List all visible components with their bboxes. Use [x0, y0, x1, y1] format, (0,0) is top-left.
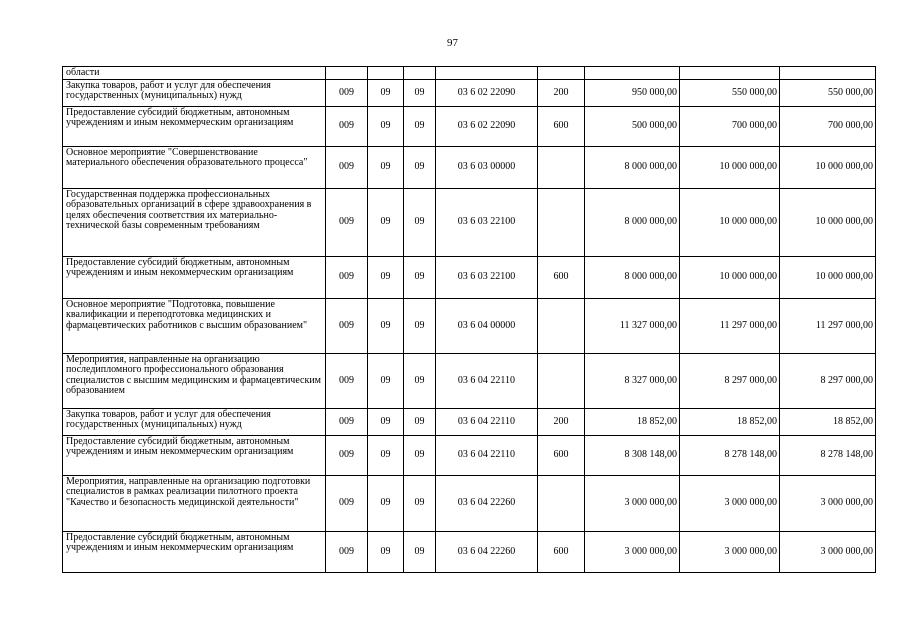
cell-target-article: 03 6 03 22100 — [436, 257, 538, 299]
cell-subsection: 09 — [404, 257, 436, 299]
cell-sum-3: 10 000 000,00 — [780, 257, 876, 299]
table-row — [63, 80, 876, 107]
cell-sum-3: 700 000,00 — [780, 107, 876, 147]
cell-name: Мероприятия, направленные на организацию последипломного профессионального образования специалистов с высшим медицинским и фармацевтическим образованием — [63, 354, 326, 409]
cell-expense-type: 600 — [538, 257, 585, 299]
table-row — [63, 147, 876, 189]
cell-ministry: 009 — [326, 189, 368, 257]
cell-subsection: 09 — [404, 476, 436, 532]
cell-sum-2: 8 297 000,00 — [680, 354, 780, 409]
cell-section: 09 — [368, 436, 404, 476]
table-row — [63, 189, 876, 257]
cell-sum-2: 10 000 000,00 — [680, 257, 780, 299]
cell-ministry: 009 — [326, 532, 368, 573]
cell-sum-1: 3 000 000,00 — [585, 532, 680, 573]
cell-target-article: 03 6 03 22100 — [436, 189, 538, 257]
cell-section: 09 — [368, 476, 404, 532]
cell-target-article: 03 6 02 22090 — [436, 107, 538, 147]
cell-sum-2: 11 297 000,00 — [680, 299, 780, 354]
cell-ministry: 009 — [326, 299, 368, 354]
cell-target-article: 03 6 04 22260 — [436, 476, 538, 532]
cell-target-article: 03 6 04 22110 — [436, 436, 538, 476]
cell-section — [368, 67, 404, 80]
cell-subsection: 09 — [404, 532, 436, 573]
cell-name: Закупка товаров, работ и услуг для обеспечения государственных (муниципальных) нужд — [63, 80, 326, 107]
cell-sum-3: 8 297 000,00 — [780, 354, 876, 409]
cell-ministry: 009 — [326, 147, 368, 189]
cell-expense-type: 600 — [538, 436, 585, 476]
cell-expense-type — [538, 189, 585, 257]
cell-target-article: 03 6 04 22260 — [436, 532, 538, 573]
table-row — [63, 67, 876, 80]
cell-sum-2: 10 000 000,00 — [680, 189, 780, 257]
cell-subsection: 09 — [404, 409, 436, 436]
cell-section: 09 — [368, 107, 404, 147]
cell-sum-1: 8 308 148,00 — [585, 436, 680, 476]
cell-expense-type: 600 — [538, 107, 585, 147]
cell-sum-2: 3 000 000,00 — [680, 532, 780, 573]
cell-sum-3: 18 852,00 — [780, 409, 876, 436]
cell-name: Государственная поддержка профессиональных образовательных организаций в сфере здравоохранения в целях обеспечения соответствия их материально-технической базы современным требованиям — [63, 189, 326, 257]
cell-expense-type — [538, 67, 585, 80]
cell-sum-2: 8 278 148,00 — [680, 436, 780, 476]
cell-target-article: 03 6 04 00000 — [436, 299, 538, 354]
cell-section: 09 — [368, 354, 404, 409]
cell-subsection: 09 — [404, 147, 436, 189]
cell-ministry: 009 — [326, 257, 368, 299]
cell-sum-2 — [680, 67, 780, 80]
cell-ministry: 009 — [326, 436, 368, 476]
cell-name: Основное мероприятие "Подготовка, повышение квалификации и переподготовка медицинских и фармацевтических работников с высшим образованием" — [63, 299, 326, 354]
cell-ministry: 009 — [326, 354, 368, 409]
cell-sum-2: 18 852,00 — [680, 409, 780, 436]
table-row — [63, 409, 876, 436]
cell-expense-type: 200 — [538, 409, 585, 436]
table-row — [63, 532, 876, 573]
cell-section: 09 — [368, 409, 404, 436]
cell-target-article: 03 6 03 00000 — [436, 147, 538, 189]
cell-sum-3: 11 297 000,00 — [780, 299, 876, 354]
cell-section: 09 — [368, 532, 404, 573]
cell-ministry — [326, 67, 368, 80]
cell-subsection: 09 — [404, 189, 436, 257]
cell-sum-2: 3 000 000,00 — [680, 476, 780, 532]
cell-ministry: 009 — [326, 476, 368, 532]
cell-section: 09 — [368, 147, 404, 189]
cell-name: Предоставление субсидий бюджетным, автономным учреждениям и иным некоммерческим организациям — [63, 532, 326, 573]
cell-ministry: 009 — [326, 107, 368, 147]
cell-sum-1: 8 000 000,00 — [585, 189, 680, 257]
cell-name: области — [63, 67, 326, 80]
cell-expense-type — [538, 147, 585, 189]
cell-subsection: 09 — [404, 354, 436, 409]
cell-expense-type — [538, 354, 585, 409]
cell-sum-1: 3 000 000,00 — [585, 476, 680, 532]
table-row — [63, 436, 876, 476]
cell-sum-3: 10 000 000,00 — [780, 189, 876, 257]
cell-target-article: 03 6 04 22110 — [436, 409, 538, 436]
cell-name: Закупка товаров, работ и услуг для обеспечения государственных (муниципальных) нужд — [63, 409, 326, 436]
cell-sum-3: 10 000 000,00 — [780, 147, 876, 189]
cell-sum-1: 950 000,00 — [585, 80, 680, 107]
cell-subsection: 09 — [404, 80, 436, 107]
table-row — [63, 257, 876, 299]
cell-subsection: 09 — [404, 299, 436, 354]
cell-sum-1: 18 852,00 — [585, 409, 680, 436]
cell-ministry: 009 — [326, 409, 368, 436]
cell-sum-1: 8 000 000,00 — [585, 147, 680, 189]
cell-sum-1 — [585, 67, 680, 80]
cell-sum-2: 10 000 000,00 — [680, 147, 780, 189]
cell-sum-2: 550 000,00 — [680, 80, 780, 107]
cell-target-article: 03 6 02 22090 — [436, 80, 538, 107]
cell-ministry: 009 — [326, 80, 368, 107]
cell-name: Основное мероприятие "Совершенствование материального обеспечения образовательного процесса" — [63, 147, 326, 189]
page-number: 97 — [447, 37, 458, 49]
cell-subsection: 09 — [404, 436, 436, 476]
cell-name: Предоставление субсидий бюджетным, автономным учреждениям и иным некоммерческим организациям — [63, 107, 326, 147]
cell-sum-1: 8 000 000,00 — [585, 257, 680, 299]
cell-name: Мероприятия, направленные на организацию подготовки специалистов в рамках реализации пилотного проекта "Качество и безопасность медицинской деятельности" — [63, 476, 326, 532]
cell-section: 09 — [368, 299, 404, 354]
cell-sum-3: 8 278 148,00 — [780, 436, 876, 476]
cell-target-article: 03 6 04 22110 — [436, 354, 538, 409]
table-row — [63, 476, 876, 532]
cell-expense-type: 600 — [538, 532, 585, 573]
cell-sum-3: 3 000 000,00 — [780, 476, 876, 532]
cell-sum-3: 3 000 000,00 — [780, 532, 876, 573]
cell-section: 09 — [368, 189, 404, 257]
cell-sum-3: 550 000,00 — [780, 80, 876, 107]
cell-sum-1: 500 000,00 — [585, 107, 680, 147]
cell-name: Предоставление субсидий бюджетным, автономным учреждениям и иным некоммерческим организациям — [63, 436, 326, 476]
table-row — [63, 107, 876, 147]
cell-subsection: 09 — [404, 107, 436, 147]
cell-expense-type — [538, 476, 585, 532]
table-row — [63, 299, 876, 354]
cell-name: Предоставление субсидий бюджетным, автономным учреждениям и иным некоммерческим организациям — [63, 257, 326, 299]
cell-section: 09 — [368, 80, 404, 107]
table-row — [63, 354, 876, 409]
cell-target-article — [436, 67, 538, 80]
cell-subsection — [404, 67, 436, 80]
budget-table — [62, 66, 876, 573]
cell-sum-3 — [780, 67, 876, 80]
cell-sum-1: 8 327 000,00 — [585, 354, 680, 409]
cell-sum-2: 700 000,00 — [680, 107, 780, 147]
cell-sum-1: 11 327 000,00 — [585, 299, 680, 354]
cell-expense-type — [538, 299, 585, 354]
cell-section: 09 — [368, 257, 404, 299]
cell-expense-type: 200 — [538, 80, 585, 107]
